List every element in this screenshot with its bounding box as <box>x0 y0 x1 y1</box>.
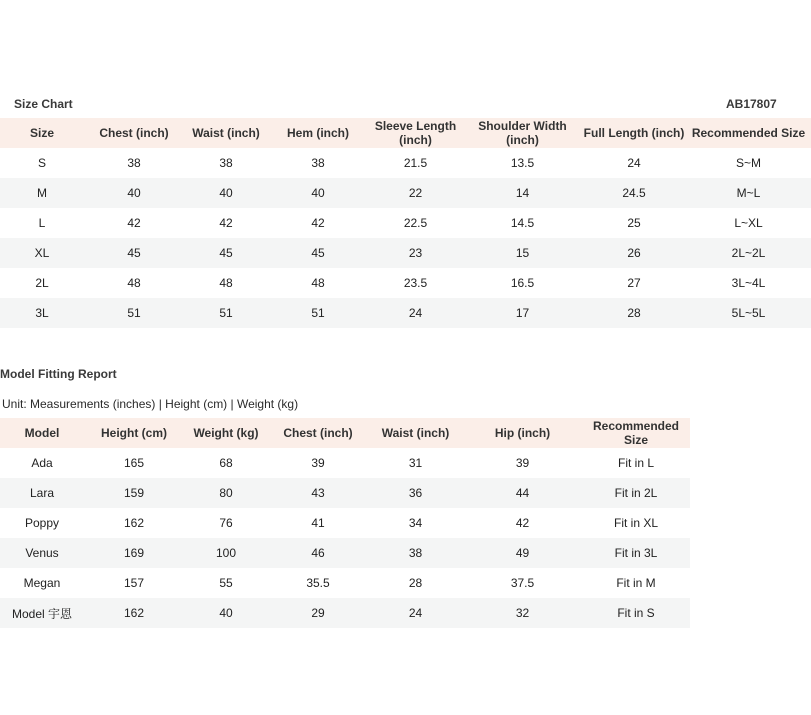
table-cell: 100 <box>184 538 268 568</box>
column-header: Sleeve Length (inch) <box>368 118 463 148</box>
table-cell: 38 <box>311 156 325 170</box>
table-cell: Fit in 2L <box>582 478 690 508</box>
table-cell: 49 <box>463 538 582 568</box>
table-cell: 22 <box>368 178 463 208</box>
table-cell: 14.5 <box>510 216 535 230</box>
table-cell: 24.5 <box>582 178 686 208</box>
table-cell: 51 <box>84 298 184 328</box>
table-cell: 35.5 <box>306 576 330 590</box>
table-cell: 16.5 <box>510 276 535 290</box>
column-header: Weight (kg) <box>184 418 268 448</box>
unit-note: Unit: Measurements (inches) | Height (cm) | Weight (kg) <box>2 397 299 411</box>
table-cell: 80 <box>184 478 268 508</box>
table-row <box>0 148 811 178</box>
table-cell: 36 <box>368 478 463 508</box>
table-cell: 43 <box>268 478 368 508</box>
table-row <box>0 298 811 328</box>
table-cell: 44 <box>463 478 582 508</box>
fitting-header-row <box>0 418 690 448</box>
table-cell: 28 <box>582 298 686 328</box>
table-cell: 37.5 <box>510 576 535 590</box>
table-cell: 40 <box>184 598 268 628</box>
table-cell: 3L~4L <box>731 276 766 290</box>
fitting-report-title: Model Fitting Report <box>0 367 117 381</box>
table-cell: Fit in 3L <box>582 538 690 568</box>
table-cell: 42 <box>311 216 325 230</box>
table-cell: 40 <box>184 178 268 208</box>
table-row <box>0 538 690 568</box>
table-cell: 23 <box>368 238 463 268</box>
table-cell: 162 <box>84 598 184 628</box>
table-cell: Megan <box>23 576 61 590</box>
table-cell: 23.5 <box>403 276 428 290</box>
table-cell: 32 <box>463 598 582 628</box>
table-cell: 41 <box>311 516 325 530</box>
table-cell: Fit in S <box>582 598 690 628</box>
size-chart-title: Size Chart <box>14 97 73 111</box>
table-cell: 55 <box>219 576 233 590</box>
table-cell: 40 <box>268 178 368 208</box>
table-cell: 3L <box>0 298 84 328</box>
column-header: Hem (inch) <box>268 118 368 148</box>
table-cell: 45 <box>268 238 368 268</box>
table-cell: 24 <box>368 598 463 628</box>
table-cell: 17 <box>463 298 582 328</box>
table-cell: 48 <box>127 276 141 290</box>
table-cell: 34 <box>408 516 423 530</box>
table-cell: S~M <box>735 156 761 170</box>
table-cell: Venus <box>0 538 84 568</box>
product-code: AB17807 <box>726 97 777 111</box>
table-cell: XL <box>0 238 84 268</box>
table-cell: 51 <box>268 298 368 328</box>
table-cell: 157 <box>123 576 145 590</box>
table-cell: 24 <box>368 298 463 328</box>
table-cell: 27 <box>627 276 641 290</box>
table-cell: Fit in M <box>616 576 656 590</box>
table-cell: 15 <box>463 238 582 268</box>
table-cell: Poppy <box>24 516 60 530</box>
table-cell: 68 <box>219 456 233 470</box>
column-header: Height (cm) <box>84 418 184 448</box>
table-row <box>0 508 690 538</box>
table-cell: 38 <box>368 538 463 568</box>
table-cell: 39 <box>311 456 325 470</box>
table-cell: 28 <box>408 576 423 590</box>
table-cell: 45 <box>84 238 184 268</box>
table-cell: 2L~2L <box>686 238 811 268</box>
table-cell: Ada <box>31 456 53 470</box>
table-cell: 76 <box>219 516 233 530</box>
size-chart-header-row <box>0 118 811 148</box>
table-row <box>0 478 690 508</box>
table-cell: 2L <box>35 276 49 290</box>
table-cell: 45 <box>184 238 268 268</box>
table-cell: 26 <box>582 238 686 268</box>
model-fitting-table <box>0 418 690 628</box>
table-cell: 42 <box>127 216 141 230</box>
table-cell: 29 <box>268 598 368 628</box>
table-row <box>0 238 811 268</box>
table-cell: 5L~5L <box>686 298 811 328</box>
column-header: Recommended Size <box>686 118 811 148</box>
table-cell: Fit in XL <box>613 516 658 530</box>
table-cell: M~L <box>686 178 811 208</box>
table-cell: 51 <box>184 298 268 328</box>
table-cell: 24 <box>627 156 641 170</box>
table-cell: Fit in L <box>617 456 654 470</box>
column-header: Chest (inch) <box>84 118 184 148</box>
table-cell: L <box>38 216 46 230</box>
column-header: Model <box>0 418 84 448</box>
column-header: Hip (inch) <box>463 418 582 448</box>
column-header: Full Length (inch) <box>582 118 686 148</box>
table-cell: 14 <box>463 178 582 208</box>
table-cell: 22.5 <box>403 216 428 230</box>
table-cell: 42 <box>515 516 530 530</box>
table-cell: L~XL <box>734 216 763 230</box>
table-cell: 39 <box>515 456 530 470</box>
table-cell: 42 <box>219 216 233 230</box>
table-row <box>0 208 811 238</box>
size-chart-table <box>0 118 811 328</box>
table-cell: 21.5 <box>403 156 428 170</box>
column-header: Waist (inch) <box>368 418 463 448</box>
column-header: Recommended Size <box>582 418 690 448</box>
table-row <box>0 568 690 598</box>
table-cell: 169 <box>84 538 184 568</box>
table-cell: 31 <box>408 456 423 470</box>
table-row <box>0 268 811 298</box>
column-header: Size <box>0 118 84 148</box>
table-cell: 13.5 <box>510 156 535 170</box>
table-cell: M <box>0 178 84 208</box>
table-cell: 38 <box>219 156 233 170</box>
column-header: Waist (inch) <box>184 118 268 148</box>
table-cell: 25 <box>627 216 641 230</box>
table-cell: 162 <box>123 516 145 530</box>
table-cell: 159 <box>84 478 184 508</box>
table-row <box>0 448 690 478</box>
table-cell: Lara <box>0 478 84 508</box>
table-cell: 38 <box>127 156 141 170</box>
table-cell: 40 <box>84 178 184 208</box>
table-cell: S <box>37 156 46 170</box>
table-cell: 46 <box>268 538 368 568</box>
table-row <box>0 178 811 208</box>
table-cell: 165 <box>123 456 145 470</box>
column-header: Chest (inch) <box>268 418 368 448</box>
table-row <box>0 598 690 628</box>
column-header: Shoulder Width (inch) <box>463 118 582 148</box>
table-cell: 48 <box>311 276 325 290</box>
table-cell: Model 宇恩 <box>0 598 84 628</box>
table-cell: 48 <box>219 276 233 290</box>
